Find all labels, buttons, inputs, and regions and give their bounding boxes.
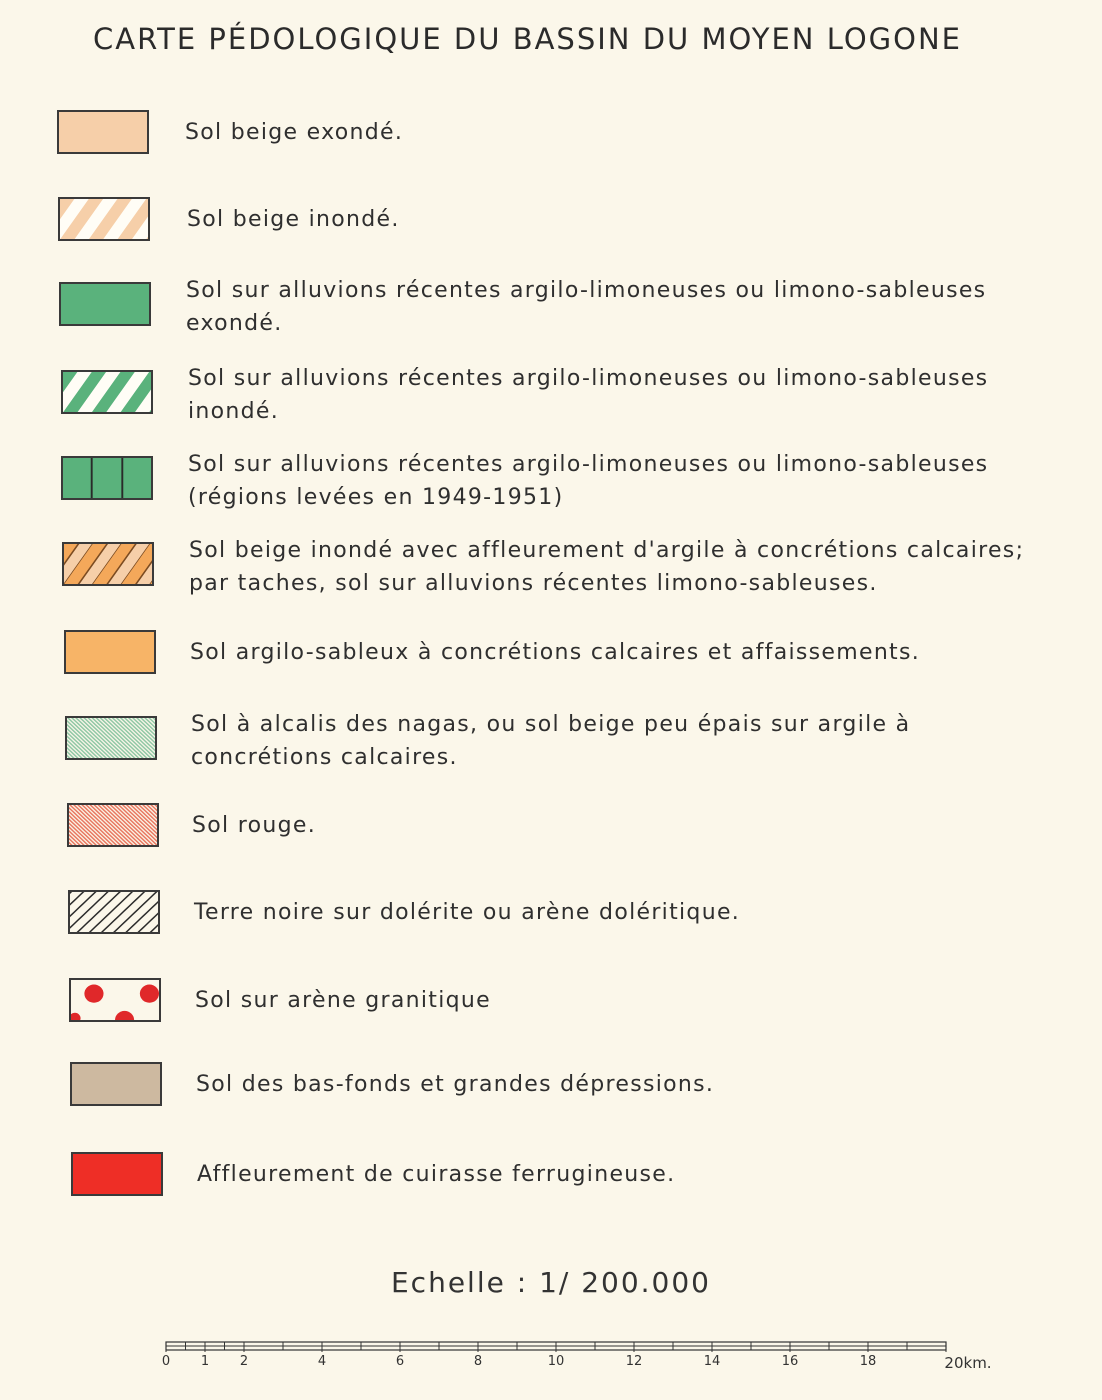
- scale-tick-label: 1: [200, 1354, 210, 1369]
- legend-label: [194, 896, 740, 929]
- legend-swatch: [64, 630, 156, 674]
- legend-swatch: [67, 803, 159, 847]
- legend-swatch: [68, 890, 160, 934]
- legend-label: [190, 636, 920, 669]
- legend-label-line: Sol sur alluvions récentes argilo-limoneuses ou limono-sableuses: [188, 452, 989, 477]
- scale-tick-label: 10: [547, 1354, 565, 1369]
- legend-swatch: [69, 978, 161, 1022]
- scale-tick-label: 14: [703, 1354, 721, 1369]
- legend-label: [197, 1158, 675, 1191]
- scale-tick-label: 4: [317, 1354, 327, 1369]
- scale-tick-label: 12: [625, 1354, 643, 1369]
- legend-label-line: Sol beige exondé.: [185, 120, 404, 145]
- legend-label: [196, 1068, 714, 1101]
- legend-label-line: par taches, sol sur alluvions récentes limono-sableuses.: [189, 571, 878, 596]
- legend-label-line: inondé.: [188, 399, 280, 424]
- legend-label-line: (régions levées en 1949-1951): [188, 485, 564, 510]
- legend-swatch: [59, 282, 151, 326]
- scale-tick-label: 6: [395, 1354, 405, 1369]
- legend-label-line: Sol des bas-fonds et grandes dépressions.: [196, 1072, 715, 1097]
- map-title: CARTE PÉDOLOGIQUE DU BASSIN DU MOYEN LOGONE: [93, 22, 962, 56]
- legend-label-line: Sol sur arène granitique: [195, 988, 491, 1013]
- legend-label-line: Sol sur alluvions récentes argilo-limoneuses ou limono-sableuses: [188, 366, 989, 391]
- legend-swatch: [61, 370, 153, 414]
- legend-label: [191, 708, 910, 774]
- legend-label: [192, 809, 316, 842]
- legend-label: [188, 448, 988, 514]
- legend-label-line: Sol rouge.: [192, 813, 316, 838]
- legend-label-line: Sol sur alluvions récentes argilo-limoneuses ou limono-sableuses: [186, 278, 987, 303]
- legend-label-line: concrétions calcaires.: [191, 745, 458, 770]
- legend-swatch: [57, 110, 149, 154]
- legend-swatch: [70, 1062, 162, 1106]
- scale-tick-label: 18: [859, 1354, 877, 1369]
- legend-label-line: exondé.: [186, 311, 283, 336]
- legend-label-line: Terre noire sur dolérite ou arène doléritique.: [194, 900, 741, 925]
- legend-swatch: [61, 456, 153, 500]
- legend-label: [185, 116, 403, 149]
- scale-tick-label: 20km.: [944, 1354, 992, 1372]
- legend-swatch: [58, 197, 150, 241]
- scale-title: Echelle : 1/ 200.000: [390, 1266, 711, 1299]
- legend-label-line: Sol beige inondé.: [187, 207, 400, 232]
- legend-label: [189, 534, 1024, 600]
- legend-label: [186, 274, 986, 340]
- legend-swatch: [65, 716, 157, 760]
- scale-tick-label: 2: [239, 1354, 249, 1369]
- legend-label-line: Affleurement de cuirasse ferrugineuse.: [197, 1162, 676, 1187]
- legend-label-line: Sol beige inondé avec affleurement d'argile à concrétions calcaires;: [189, 538, 1025, 563]
- legend-label: [195, 984, 491, 1017]
- legend-label-line: Sol à alcalis des nagas, ou sol beige peu épais sur argile à: [191, 712, 911, 737]
- legend-label: [187, 203, 400, 236]
- legend-swatch: [62, 542, 154, 586]
- legend-label-line: Sol argilo-sableux à concrétions calcaires et affaissements.: [190, 640, 921, 665]
- legend-label: [188, 362, 988, 428]
- scale-tick-label: 8: [473, 1354, 483, 1369]
- scale-tick-label: 0: [161, 1354, 171, 1369]
- scale-tick-label: 16: [781, 1354, 799, 1369]
- legend-swatch: [71, 1152, 163, 1196]
